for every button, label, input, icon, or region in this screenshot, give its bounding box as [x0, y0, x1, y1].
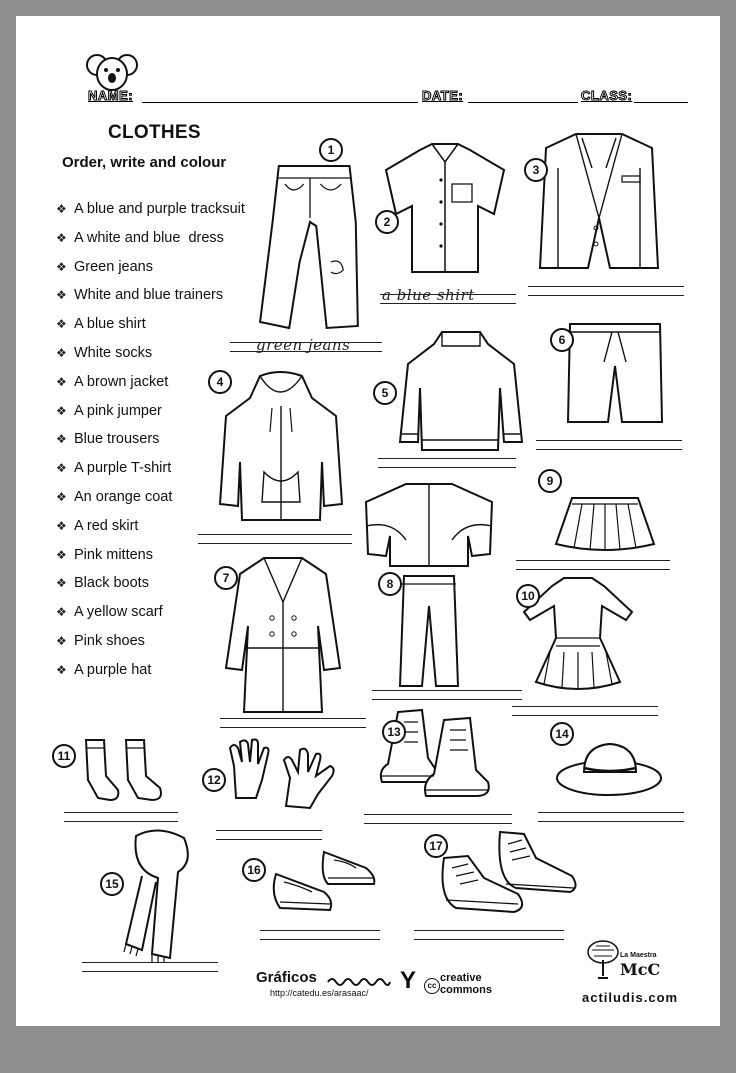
list-item: ❖ A white and blue dress: [56, 227, 245, 256]
list-item: ❖ A blue shirt: [56, 313, 245, 342]
diamond-bullet-icon: ❖: [56, 345, 67, 360]
diamond-bullet-icon: ❖: [56, 202, 67, 216]
graficos-credit: Gráficos: [256, 969, 317, 986]
answer-line[interactable]: [260, 930, 380, 940]
diamond-bullet-icon: ❖: [56, 403, 67, 418]
answer-line[interactable]: [516, 560, 670, 570]
picture-number: 8: [378, 572, 402, 596]
socks-icon: [78, 736, 172, 804]
picture-number: 5: [373, 381, 397, 405]
list-item: ❖ A blue and purple tracksuit: [56, 198, 245, 227]
picture-number: 11: [52, 744, 76, 768]
diamond-bullet-icon: ❖: [56, 489, 67, 504]
picture-number: 7: [214, 566, 238, 590]
diamond-bullet-icon: ❖: [56, 518, 67, 533]
coat-icon: [222, 552, 344, 716]
answer-line[interactable]: [512, 706, 658, 716]
picture-number: 6: [550, 328, 574, 352]
creative-commons-text: creative commons: [440, 972, 492, 996]
answer-line[interactable]: [538, 812, 684, 822]
picture-number: 10: [516, 584, 540, 608]
answer-line[interactable]: [528, 286, 684, 296]
answer-line[interactable]: [414, 930, 564, 940]
diamond-bullet-icon: ❖: [56, 547, 67, 562]
answer-line[interactable]: [216, 830, 322, 840]
shirt-icon: [382, 140, 508, 276]
diamond-bullet-icon: ❖: [56, 259, 67, 274]
answer-line[interactable]: [378, 458, 516, 468]
list-item: ❖ White socks: [56, 342, 245, 371]
diamond-bullet-icon: ❖: [56, 662, 67, 677]
diamond-bullet-icon: ❖: [56, 288, 67, 303]
page-title: CLOTHES: [108, 122, 201, 143]
picture-number: 4: [208, 370, 232, 394]
list-item: ❖ A purple hat: [56, 659, 245, 688]
gloves-icon: [226, 736, 344, 810]
site-name[interactable]: actiludis.com: [582, 990, 679, 1005]
list-item: ❖ Blue trousers: [56, 428, 245, 457]
scarf-icon: [122, 826, 196, 964]
answer-line[interactable]: [82, 962, 218, 972]
hat-icon: [554, 740, 664, 798]
diamond-bullet-icon: ❖: [56, 605, 67, 620]
shoes-icon: [270, 848, 380, 924]
picture-number: 2: [375, 210, 399, 234]
tree-logo-icon: [586, 938, 620, 980]
logo-initials: McC: [620, 960, 661, 979]
picture-number: 14: [550, 722, 574, 746]
squiggle-decoration: [326, 974, 392, 986]
name-label: NAME:: [88, 88, 134, 103]
shorts-icon: [564, 318, 666, 424]
list-item: ❖ Pink shoes: [56, 630, 245, 659]
picture-number: 17: [424, 834, 448, 858]
hoodie-icon: [216, 372, 346, 522]
list-item: ❖ A brown jacket: [56, 371, 245, 400]
cc-icon: cc: [424, 978, 440, 994]
list-item: ❖ Black boots: [56, 572, 245, 601]
jeans-icon: [258, 162, 362, 332]
diamond-bullet-icon: ❖: [56, 576, 67, 591]
date-line: [468, 102, 578, 103]
jacket-icon: [536, 128, 662, 276]
diamond-bullet-icon: ❖: [56, 633, 67, 648]
picture-number: 9: [538, 469, 562, 493]
list-item: ❖ A red skirt: [56, 515, 245, 544]
class-label: CLASS:: [581, 88, 633, 103]
picture-number: 15: [100, 872, 124, 896]
picture-number: 3: [524, 158, 548, 182]
worksheet-page: [16, 16, 720, 1026]
class-line: [634, 102, 688, 103]
date-label: DATE:: [422, 88, 464, 103]
trainers-icon: [440, 828, 580, 920]
picture-number: 16: [242, 858, 266, 882]
answer-line[interactable]: [198, 534, 352, 544]
diamond-bullet-icon: ❖: [56, 230, 67, 245]
answer-line[interactable]: [64, 812, 178, 822]
answer-line[interactable]: [536, 440, 682, 450]
diamond-bullet-icon: ❖: [56, 374, 67, 389]
answer-line[interactable]: [372, 690, 522, 700]
diamond-bullet-icon: ❖: [56, 461, 67, 476]
diamond-bullet-icon: ❖: [56, 317, 67, 332]
logo-text: La Maestra: [620, 952, 657, 959]
skirt-icon: [552, 492, 658, 554]
jumper-icon: [396, 324, 526, 452]
picture-number: 1: [319, 138, 343, 162]
list-item: ❖ An orange coat: [56, 486, 245, 515]
picture-number: 13: [382, 720, 406, 744]
answer-text: a blue shirt: [382, 286, 475, 304]
list-item: ❖ A pink jumper: [56, 400, 245, 429]
list-item: ❖ Pink mittens: [56, 544, 245, 573]
page-subtitle: Order, write and colour: [62, 154, 227, 171]
name-line: [142, 102, 418, 103]
credit-url[interactable]: http://catedu.es/arasaac/: [270, 988, 369, 998]
list-item: ❖ White and blue trainers: [56, 284, 245, 313]
answer-line[interactable]: [220, 718, 366, 728]
list-item: ❖ A purple T-shirt: [56, 457, 245, 486]
answer-text: green jeans: [256, 336, 351, 354]
y-letter: Y: [400, 967, 417, 994]
diamond-bullet-icon: ❖: [56, 432, 67, 447]
list-item: ❖ A yellow scarf: [56, 601, 245, 630]
picture-number: 12: [202, 768, 226, 792]
answer-line[interactable]: [364, 814, 512, 824]
list-item: ❖ Green jeans: [56, 256, 245, 285]
